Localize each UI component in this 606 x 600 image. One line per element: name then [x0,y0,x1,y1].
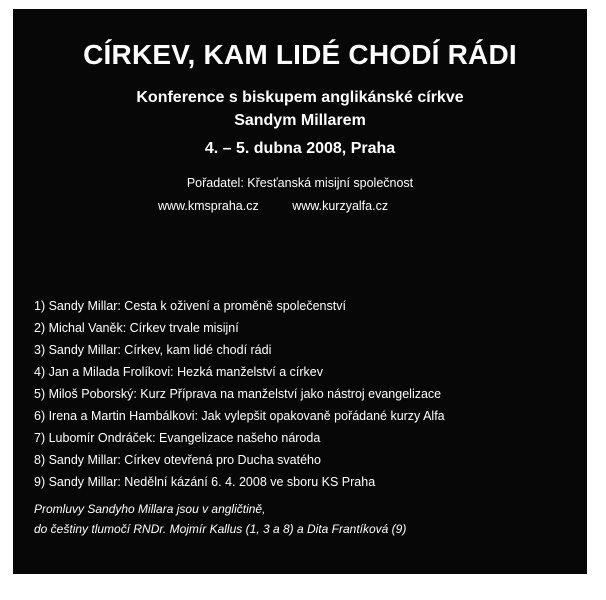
talk-item: 1) Sandy Millar: Cesta k oživení a proměně společenství [34,299,346,313]
note-line: Promluvy Sandyho Millara jsou v angličtině, [34,502,266,516]
talk-item: 9) Sandy Millar: Nedělní kázání 6. 4. 2008 ve sboru KS Praha [34,475,376,489]
cd-cover [13,9,587,574]
translation-note [34,499,406,539]
talk-item: 7) Lubomír Ondráček: Evangelizace našeho národa [34,431,321,445]
note-line: do češtiny tlumočí RNDr. Mojmír Kallus (1, 3 a 8) a Dita Frantíková (9) [34,522,407,536]
talk-item: 2) Michal Vaněk: Církev trvale misijní [34,321,239,335]
link-kmspraha[interactable]: www.kmspraha.cz [158,199,259,213]
website-links [158,199,388,213]
organizer: Pořadatel: Křesťanská misijní společnost [186,176,414,190]
date-place: 4. – 5. dubna 2008, Praha [204,140,396,157]
talk-item: 6) Irena a Martin Hambálkovi: Jak vylepšit opakovaně pořádané kurzy Alfa [34,409,445,423]
page-title: CÍRKEV, KAM LIDÉ CHODÍ RÁDI [83,39,517,70]
subtitle-speaker: Sandym Millarem [234,112,366,129]
subtitle-conference: Konference s biskupem anglikánské církve [136,89,464,106]
talk-item: 4) Jan a Milada Frolíkovi: Hezká manželství a církev [34,365,323,379]
talk-item: 5) Miloš Poborský: Kurz Příprava na manželství jako nástroj evangelizace [34,387,442,401]
talk-item: 8) Sandy Millar: Církev otevřená pro Ducha svatého [34,453,321,467]
link-kurzyalfa[interactable]: www.kurzyalfa.cz [292,199,389,213]
talk-item: 3) Sandy Millar: Církev, kam lidé chodí rádi [34,343,272,357]
talk-list [34,295,445,493]
